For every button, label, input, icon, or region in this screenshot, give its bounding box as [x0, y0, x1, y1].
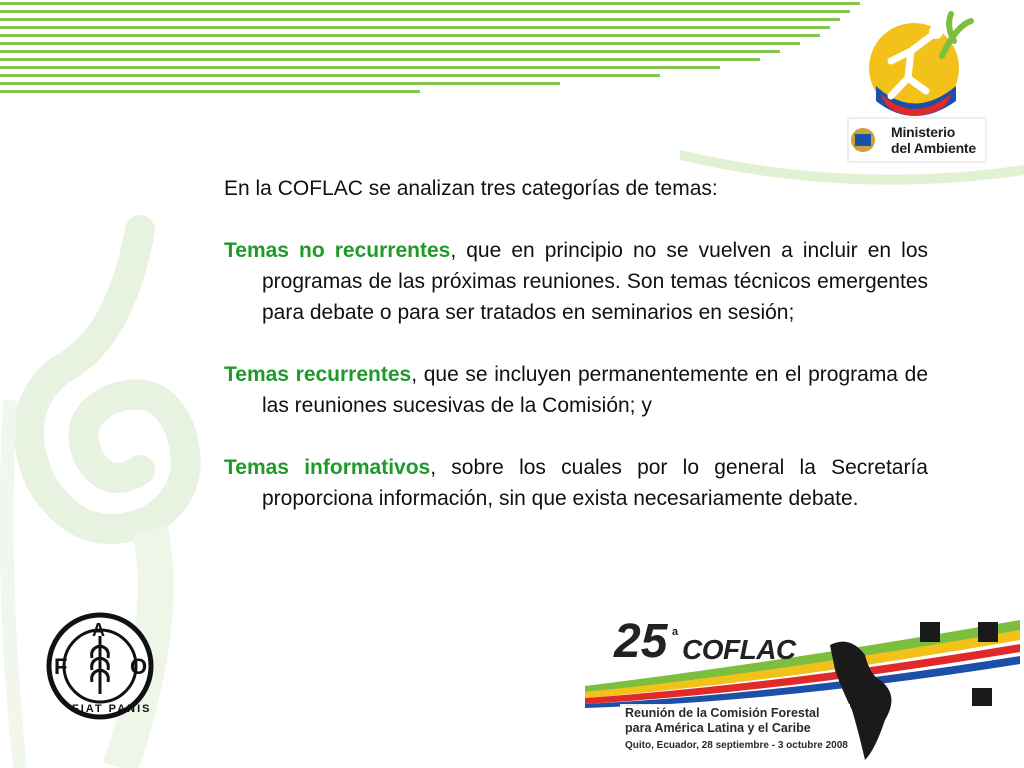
coflac-place-date: Quito, Ecuador, 28 septiembre - 3 octubre 2008 [625, 740, 848, 751]
category-item [224, 235, 928, 328]
fao-letter-a: A [92, 620, 105, 640]
ministry-name [891, 124, 976, 156]
fao-letter-o: O [130, 654, 148, 679]
ministry-line1: Ministerio [891, 124, 956, 140]
fao-letter-f: F [54, 654, 68, 679]
coflac-subtitle-line2: para América Latina y el Caribe [625, 721, 811, 735]
category-description: , sobre los cuales por lo general la Secretaría proporciona información, sin que exista necesariamente debate. [262, 456, 928, 510]
category-description: , que en principio no se vuelven a incluir en los programas de las próximas reuniones. Son temas técnicos emergentes para debate o para ser tratados en seminarios en sesión; [262, 239, 928, 324]
slide-body [224, 173, 928, 545]
coflac-superscript: a [672, 626, 679, 638]
category-item [224, 359, 928, 421]
category-term: Temas no recurrentes [224, 239, 451, 262]
category-term: Temas informativos [224, 456, 431, 479]
fao-motto: FIAT PANIS [72, 703, 152, 715]
coflac-number: 25 [614, 615, 668, 668]
coflac-subtitle-line1: Reunión de la Comisión Forestal [625, 706, 820, 720]
coflac-name: COFLAC [682, 634, 796, 665]
category-description: , que se incluyen permanentemente en el programa de las reuniones sucesivas de la Comisión; y [262, 363, 929, 417]
category-term: Temas recurrentes [224, 363, 412, 386]
intro-text: En la COFLAC se analizan tres categorías de temas: [224, 177, 718, 200]
fao-logo [46, 612, 154, 720]
ministry-line2: del Ambiente [891, 140, 976, 156]
category-item [224, 452, 928, 514]
